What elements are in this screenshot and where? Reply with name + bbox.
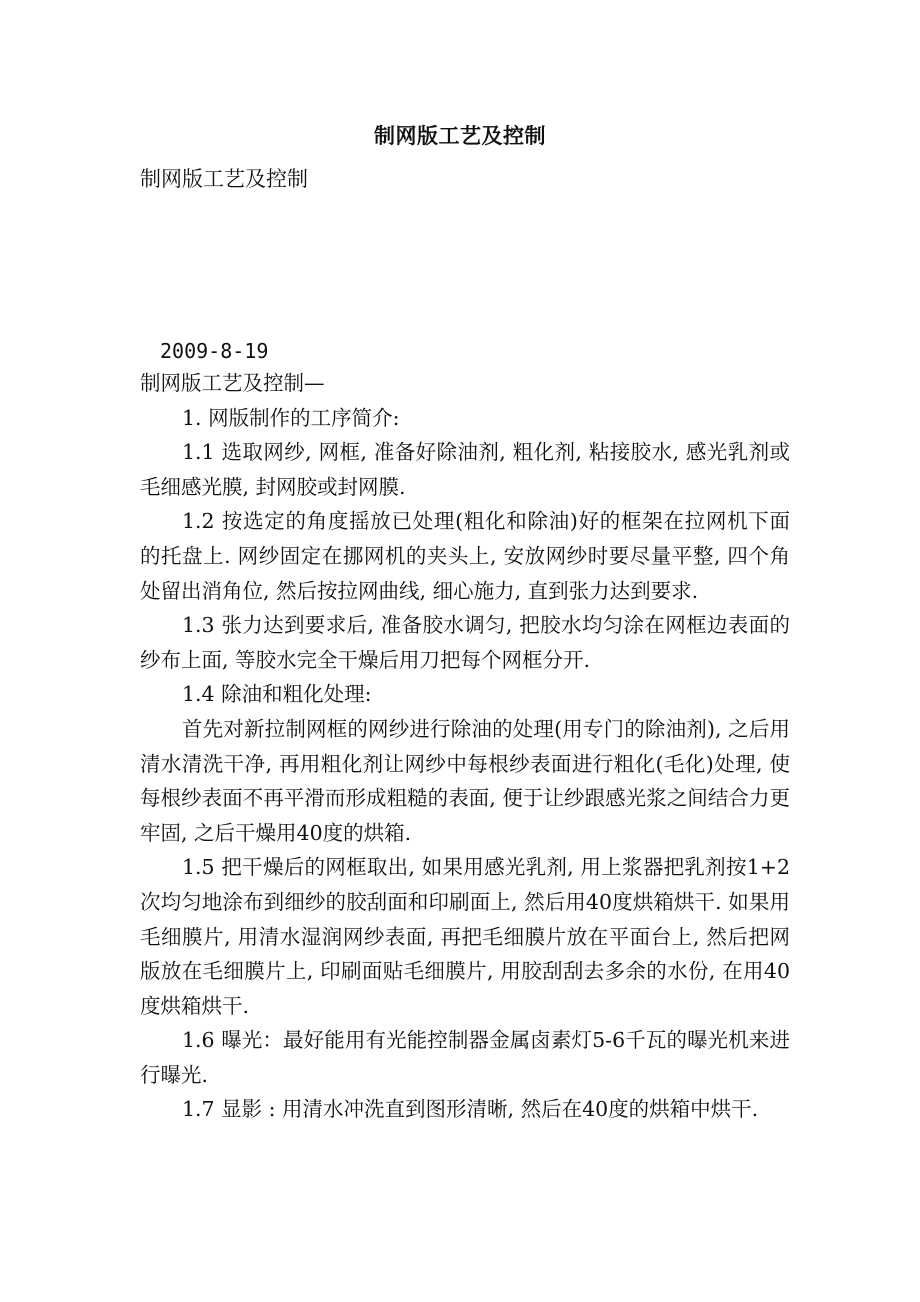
paragraph-1: 1. 网版制作的工序简介: — [182, 405, 400, 430]
paragraph-1-2: 1.2 按选定的角度摇放已处理(粗化和除油)好的框架在拉网机下面的托盘上. 网纱固定在挪网机的夹头上, 安放网纱时要尽量平整, 四个角处留出消角位, 然后按拉网曲线, 细心施力, 直到张力达到要求. — [140, 509, 790, 603]
document-body — [140, 366, 790, 1127]
paragraph-1-7: 1.7 显影 : 用清水冲洗直到图形清晰, 然后在40度的烘箱中烘干. — [182, 1097, 759, 1122]
section-heading: 制网版工艺及控制— — [140, 371, 325, 395]
paragraph-1-4: 1.4 除油和粗化处理: — [182, 682, 372, 707]
paragraph-1-1: 1.1 选取网纱, 网框, 准备好除油剂, 粗化剂, 粘接胶水, 感光乳剂或毛细感光膜, 封网胶或封网膜. — [140, 440, 790, 499]
document-subtitle: 制网版工艺及控制 — [140, 167, 308, 191]
paragraph-1-3: 1.3 张力达到要求后, 准备胶水调匀, 把胶水均匀涂在网框边表面的纱布上面, 等胶水完全干燥后用刀把每个网框分开. — [140, 613, 790, 672]
document-title: 制网版工艺及控制 — [374, 124, 546, 148]
document-date: 2009-8-19 — [160, 339, 269, 363]
paragraph-1-4-body: 首先对新拉制网框的网纱进行除油的处理(用专门的除油剂), 之后用清水清洗干净, 再用粗化剂让网纱中每根纱表面进行粗化(毛化)处理, 使每根纱表面不再平滑而形成粗糙的表面, 便于让纱跟感光浆之间结合力更牢固, 之后干燥用40度的烘箱. — [140, 716, 790, 845]
paragraph-1-5: 1.5 把干燥后的网框取出, 如果用感光乳剂, 用上浆器把乳剂按1+2次均匀地涂布到细纱的胶刮面和印刷面上, 然后用40度烘箱烘干. 如果用毛细膜片, 用清水湿润网纱表面, 再把毛细膜片放在平面台上, 然后把网版放在毛细膜片上, 印刷面贴毛细膜片, 用胶刮刮去多余的水份, 在用40度烘箱烘干. — [140, 855, 790, 1018]
paragraph-1-6: 1.6 曝光：最好能用有光能控制器金属卤素灯5-6千瓦的曝光机来进行曝光. — [140, 1028, 790, 1087]
